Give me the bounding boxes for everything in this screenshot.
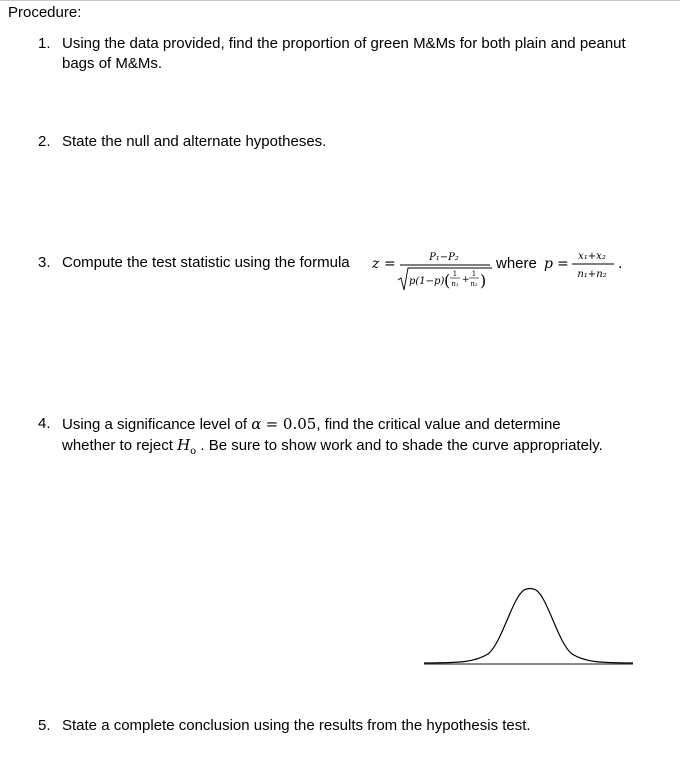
z-symbol: z: [372, 256, 380, 272]
denominator-plus: +: [462, 275, 470, 285]
test-statistic-formula: [370, 246, 658, 296]
procedure-item-1: [38, 34, 638, 74]
denominator-frac-2-num: 1: [471, 270, 477, 278]
p-symbol: p: [544, 256, 553, 272]
denominator-frac-1-den: n₁: [451, 280, 459, 288]
top-divider: [0, 0, 680, 1]
denominator-frac-2-den: n₂: [470, 280, 478, 288]
formula-period: .: [618, 256, 623, 272]
item-number: 3.: [38, 254, 51, 271]
h0-symbol: H: [177, 436, 191, 454]
item-number: 1.: [38, 35, 51, 52]
p-denominator: n₁+n₂: [577, 269, 607, 280]
p-numerator: x₁+x₂: [578, 251, 606, 262]
normal-curve-icon: [420, 580, 635, 670]
item-text: [62, 414, 638, 462]
item-number: 4.: [38, 415, 51, 432]
item-number: 2.: [38, 133, 51, 150]
procedure-item-4: [38, 414, 638, 462]
item-4-text-d: . Be sure to show work and to shade the curve appropriately.: [200, 437, 603, 454]
procedure-item-5: [38, 716, 638, 736]
right-paren: ): [480, 271, 487, 290]
item-text: State the null and alternate hypotheses.: [62, 133, 327, 150]
item-number: 5.: [38, 717, 51, 734]
p-equals: =: [557, 256, 569, 272]
formula-denominator-left: p(1−p): [409, 276, 445, 287]
item-4-text-a: Using a significance level of: [62, 416, 248, 433]
procedure-item-2: [38, 132, 638, 152]
left-paren: (: [444, 271, 451, 290]
item-text: State a complete conclusion using the results from the hypothesis test.: [62, 717, 531, 734]
item-text: Using the data provided, find the proportion of green M&Ms for both plain and peanut bags of M&Ms.: [62, 35, 626, 72]
alpha-symbol: α: [251, 415, 262, 433]
h0-subscript: o: [190, 446, 197, 457]
formula-numerator: P₁−P₂: [429, 252, 459, 263]
where-text: where: [496, 255, 537, 272]
alpha-value: = 0.05: [265, 415, 317, 433]
item-4-text-b: , find the critical value and determine: [316, 416, 561, 433]
normal-curve-figure: [420, 580, 635, 670]
procedure-heading: Procedure:: [8, 4, 82, 21]
procedure-item-3: [38, 246, 658, 296]
item-text: Compute the test statistic using the formula: [62, 254, 350, 271]
denominator-frac-1-num: 1: [452, 270, 458, 278]
item-4-text-c: whether to reject: [62, 437, 173, 454]
z-equals: =: [384, 256, 396, 272]
curve-line: [424, 589, 633, 664]
